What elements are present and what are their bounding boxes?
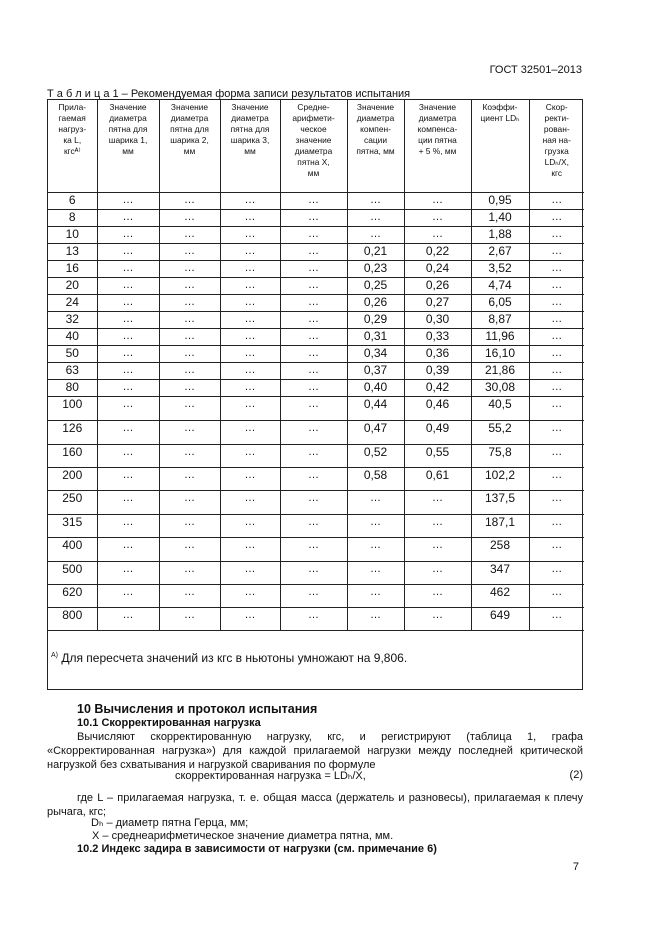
table-row xyxy=(48,421,584,445)
table-cell: 0,40 xyxy=(347,380,404,397)
table-cell: … xyxy=(159,515,220,538)
table-cell: … xyxy=(97,295,159,312)
table-row xyxy=(48,585,584,608)
table-cell: 0,29 xyxy=(347,312,404,329)
table-cell: … xyxy=(220,380,280,397)
table-cell: … xyxy=(280,538,347,562)
table-cell: 55,2 xyxy=(471,421,529,445)
table-cell: 0,44 xyxy=(347,397,404,421)
table-cell: … xyxy=(159,421,220,445)
section-title: 10 Вычисления и протокол испытания xyxy=(77,702,318,716)
table-cell: … xyxy=(159,608,220,631)
table-cell: … xyxy=(404,193,471,210)
table-cell: 620 xyxy=(48,585,97,608)
table-cell: 200 xyxy=(48,468,97,491)
table-cell: 258 xyxy=(471,538,529,562)
table-row xyxy=(48,445,584,468)
table-cell: … xyxy=(347,585,404,608)
table-cell: 315 xyxy=(48,515,97,538)
page-number: 7 xyxy=(572,861,579,873)
table-cell: 6,05 xyxy=(471,295,529,312)
table-cell: … xyxy=(529,515,584,538)
table-row xyxy=(48,329,584,346)
table-cell: … xyxy=(159,312,220,329)
table-row xyxy=(48,261,584,278)
table-row xyxy=(48,608,584,631)
formula-2: скорректированная нагрузка = LDₕ/X, xyxy=(175,770,366,782)
table-cell: … xyxy=(280,210,347,227)
table-cell: … xyxy=(529,397,584,421)
table-cell: … xyxy=(529,261,584,278)
table-cell: … xyxy=(97,363,159,380)
table-row xyxy=(48,491,584,515)
table-cell: … xyxy=(529,491,584,515)
table-cell: 0,26 xyxy=(404,278,471,295)
table-cell: … xyxy=(280,515,347,538)
results-table xyxy=(47,99,583,690)
table-cell: 102,2 xyxy=(471,468,529,491)
table-cell: … xyxy=(159,346,220,363)
table-cell: … xyxy=(159,397,220,421)
column-header: Значение диаметра пятна для шарика 1, мм xyxy=(97,100,159,193)
table-cell: 0,26 xyxy=(347,295,404,312)
table-cell: … xyxy=(347,562,404,585)
footnote-mark: А) xyxy=(51,652,58,659)
table-cell: … xyxy=(220,363,280,380)
table-cell: 24 xyxy=(48,295,97,312)
table-cell: … xyxy=(97,210,159,227)
column-header: Значение диаметра компенса- ции пятна + 5 %, мм xyxy=(404,100,471,193)
paragraph-10-1: Вычисляют скорректированную нагрузку, кгс, и регистрируют (таблица 1, графа «Скорректированная нагрузка») для каждой прилагаемой нагрузки между последней критической нагрузкой без схватывания и нагрузкой сваривания по формуле xyxy=(47,731,583,771)
table-cell: 0,47 xyxy=(347,421,404,445)
column-header: Значение диаметра пятна для шарика 3, мм xyxy=(220,100,280,193)
table-cell: … xyxy=(280,445,347,468)
table-cell: 0,58 xyxy=(347,468,404,491)
table-cell: … xyxy=(220,193,280,210)
table-cell: 0,23 xyxy=(347,261,404,278)
table-cell: 11,96 xyxy=(471,329,529,346)
table-cell: … xyxy=(529,538,584,562)
column-header: Значение диаметра компен- сации пятна, мм xyxy=(347,100,404,193)
table-cell: … xyxy=(280,363,347,380)
table-cell: … xyxy=(529,562,584,585)
table-cell: … xyxy=(347,227,404,244)
table-cell: … xyxy=(159,295,220,312)
table-cell: … xyxy=(159,193,220,210)
table-cell: 500 xyxy=(48,562,97,585)
table-cell: 2,67 xyxy=(471,244,529,261)
table-cell: 10 xyxy=(48,227,97,244)
table-cell: … xyxy=(159,363,220,380)
table-cell: … xyxy=(529,346,584,363)
definition-x: X – среднеарифметическое значение диаметра пятна, мм. xyxy=(92,830,394,842)
table-cell: … xyxy=(97,608,159,631)
footnote-text: Для пересчета значений из кгс в ньютоны умножают на 9,806. xyxy=(61,651,408,665)
table-cell: … xyxy=(97,421,159,445)
table-cell: 0,21 xyxy=(347,244,404,261)
table-cell: … xyxy=(404,608,471,631)
table-cell: … xyxy=(404,491,471,515)
table-cell: 1,40 xyxy=(471,210,529,227)
table-cell: … xyxy=(280,468,347,491)
table-cell: … xyxy=(347,491,404,515)
table-cell: 0,61 xyxy=(404,468,471,491)
table-cell: 649 xyxy=(471,608,529,631)
table-cell: … xyxy=(404,562,471,585)
table-cell: 16,10 xyxy=(471,346,529,363)
table-cell: 0,34 xyxy=(347,346,404,363)
table-cell: … xyxy=(97,329,159,346)
table-cell: 16 xyxy=(48,261,97,278)
table-cell: 0,30 xyxy=(404,312,471,329)
document-id: ГОСТ 32501–2013 xyxy=(489,64,582,76)
table-cell: 126 xyxy=(48,421,97,445)
table-cell: … xyxy=(97,585,159,608)
table-caption: Т а б л и ц а 1 – Рекомендуемая форма записи результатов испытания xyxy=(47,88,411,100)
table-cell: 0,37 xyxy=(347,363,404,380)
table-cell: … xyxy=(529,380,584,397)
table-cell: 250 xyxy=(48,491,97,515)
column-header: Средне- арифмети- ческое значение диаметра пятна X, мм xyxy=(280,100,347,193)
table-cell: … xyxy=(529,445,584,468)
table-cell: … xyxy=(220,538,280,562)
table-cell: 137,5 xyxy=(471,491,529,515)
table-cell: … xyxy=(97,278,159,295)
table-cell: … xyxy=(280,562,347,585)
table-cell: 21,86 xyxy=(471,363,529,380)
table-cell: … xyxy=(529,312,584,329)
table-cell: … xyxy=(220,295,280,312)
table-cell: … xyxy=(280,278,347,295)
table-cell: 800 xyxy=(48,608,97,631)
table-cell: … xyxy=(220,515,280,538)
table-cell: … xyxy=(529,244,584,261)
table-cell: 0,95 xyxy=(471,193,529,210)
table-cell: 462 xyxy=(471,585,529,608)
table-cell: … xyxy=(159,210,220,227)
table-cell: 0,55 xyxy=(404,445,471,468)
table-cell: … xyxy=(220,244,280,261)
table-row xyxy=(48,295,584,312)
table-cell: 0,33 xyxy=(404,329,471,346)
table-row xyxy=(48,538,584,562)
table-cell: 347 xyxy=(471,562,529,585)
table-cell: … xyxy=(529,227,584,244)
table-cell: … xyxy=(220,468,280,491)
table-cell: 0,25 xyxy=(347,278,404,295)
table-cell: … xyxy=(97,244,159,261)
table-cell: 1,88 xyxy=(471,227,529,244)
table-cell: … xyxy=(220,346,280,363)
table-cell: … xyxy=(159,445,220,468)
table-cell: … xyxy=(529,329,584,346)
table-cell: 0,31 xyxy=(347,329,404,346)
table-cell: … xyxy=(97,380,159,397)
table-cell: … xyxy=(529,295,584,312)
table-cell: … xyxy=(220,210,280,227)
table-cell: … xyxy=(159,491,220,515)
table-cell: 40,5 xyxy=(471,397,529,421)
table-cell: … xyxy=(159,227,220,244)
table-cell: … xyxy=(529,210,584,227)
definition-dh: Dₕ – диаметр пятна Герца, мм; xyxy=(91,817,249,829)
column-header: Прила- гаемая нагруз- ка L, кгсᴬ⁾ xyxy=(48,100,97,193)
table-cell: 400 xyxy=(48,538,97,562)
table-cell: … xyxy=(159,562,220,585)
table-cell: … xyxy=(347,538,404,562)
table-row xyxy=(48,227,584,244)
table-cell: 20 xyxy=(48,278,97,295)
table-cell: 8,87 xyxy=(471,312,529,329)
table-cell: … xyxy=(347,608,404,631)
table-row xyxy=(48,210,584,227)
table-cell: … xyxy=(97,491,159,515)
table-row xyxy=(48,193,584,210)
table-cell: 63 xyxy=(48,363,97,380)
table-cell: … xyxy=(97,538,159,562)
table-cell: 40 xyxy=(48,329,97,346)
table-cell: … xyxy=(529,468,584,491)
table-cell: 187,1 xyxy=(471,515,529,538)
table-row xyxy=(48,397,584,421)
table-cell: … xyxy=(529,193,584,210)
table-cell: … xyxy=(404,227,471,244)
table-cell: … xyxy=(159,244,220,261)
table-cell: … xyxy=(97,261,159,278)
table-cell: … xyxy=(220,278,280,295)
table-footnote xyxy=(47,651,583,665)
table-cell: 13 xyxy=(48,244,97,261)
table-cell: 75,8 xyxy=(471,445,529,468)
table-cell: … xyxy=(220,312,280,329)
table-header-row xyxy=(48,100,584,193)
table-cell: … xyxy=(220,261,280,278)
subsection-title-10-2: 10.2 Индекс задира в зависимости от нагрузки (см. примечание 6) xyxy=(77,843,437,855)
table-cell: 0,49 xyxy=(404,421,471,445)
table-cell: … xyxy=(404,538,471,562)
table-cell: … xyxy=(220,227,280,244)
table-cell: … xyxy=(529,278,584,295)
table-cell: … xyxy=(97,227,159,244)
table-cell: 0,52 xyxy=(347,445,404,468)
table-cell: … xyxy=(220,329,280,346)
table-cell: 80 xyxy=(48,380,97,397)
table-row xyxy=(48,468,584,491)
table-cell: … xyxy=(159,380,220,397)
table-cell: 160 xyxy=(48,445,97,468)
table-cell: … xyxy=(159,261,220,278)
table-cell: … xyxy=(280,608,347,631)
table-cell: … xyxy=(280,312,347,329)
table-row xyxy=(48,346,584,363)
table-row xyxy=(48,515,584,538)
table-cell: … xyxy=(404,515,471,538)
table-cell: 0,46 xyxy=(404,397,471,421)
table-cell: … xyxy=(529,421,584,445)
table-cell: … xyxy=(159,585,220,608)
table-cell: … xyxy=(529,363,584,380)
table-cell: … xyxy=(220,445,280,468)
table-cell: … xyxy=(159,468,220,491)
table-cell: … xyxy=(159,278,220,295)
table-cell: … xyxy=(404,585,471,608)
table-row xyxy=(48,244,584,261)
table-cell: … xyxy=(280,329,347,346)
table-cell: … xyxy=(347,515,404,538)
table-cell: 0,39 xyxy=(404,363,471,380)
table-row xyxy=(48,380,584,397)
table-cell: … xyxy=(280,261,347,278)
table-cell: … xyxy=(404,210,471,227)
table-cell: … xyxy=(159,538,220,562)
table-cell: … xyxy=(97,562,159,585)
table-row xyxy=(48,278,584,295)
table-cell: 3,52 xyxy=(471,261,529,278)
table-cell: … xyxy=(529,608,584,631)
table-cell: 0,22 xyxy=(404,244,471,261)
table-cell: … xyxy=(220,421,280,445)
table-cell: … xyxy=(280,491,347,515)
table-cell: … xyxy=(347,210,404,227)
table-cell: … xyxy=(97,346,159,363)
table-cell: … xyxy=(97,193,159,210)
table-cell: … xyxy=(97,515,159,538)
equation-number: (2) xyxy=(569,769,583,781)
table-cell: … xyxy=(220,608,280,631)
table-cell: … xyxy=(280,421,347,445)
table-cell: … xyxy=(97,445,159,468)
table-cell: … xyxy=(280,585,347,608)
table-cell: … xyxy=(97,397,159,421)
table-cell: … xyxy=(97,312,159,329)
column-header: Значение диаметра пятна для шарика 2, мм xyxy=(159,100,220,193)
table-cell: … xyxy=(220,585,280,608)
table-cell: 100 xyxy=(48,397,97,421)
table-cell: 4,74 xyxy=(471,278,529,295)
column-header: Коэффи- циент LDₕ xyxy=(471,100,529,193)
table-cell: 0,27 xyxy=(404,295,471,312)
column-header: Скор- ректи- рован- ная на- грузка LDₕ/X, кгс xyxy=(529,100,584,193)
table-row xyxy=(48,363,584,380)
table-cell: … xyxy=(280,244,347,261)
table-cell: … xyxy=(280,346,347,363)
table-cell: 0,36 xyxy=(404,346,471,363)
table-cell: 8 xyxy=(48,210,97,227)
table-cell: … xyxy=(280,193,347,210)
subsection-title-10-1: 10.1 Скорректированная нагрузка xyxy=(77,717,261,729)
table-cell: 50 xyxy=(48,346,97,363)
table-cell: 30,08 xyxy=(471,380,529,397)
table-cell: … xyxy=(347,193,404,210)
where-clause: где L – прилагаемая нагрузка, т. е. общая масса (держатель и разновесы), прилагаемая к плечу рычага, кгс; xyxy=(47,792,583,818)
table-cell: … xyxy=(220,397,280,421)
table-row xyxy=(48,562,584,585)
table-cell: 0,42 xyxy=(404,380,471,397)
table-cell: 0,24 xyxy=(404,261,471,278)
table-cell: … xyxy=(529,585,584,608)
table-cell: … xyxy=(280,295,347,312)
table-cell: … xyxy=(97,468,159,491)
table-cell: 6 xyxy=(48,193,97,210)
table-cell: … xyxy=(220,562,280,585)
table-cell: … xyxy=(280,227,347,244)
table-cell: … xyxy=(159,329,220,346)
table-cell: … xyxy=(280,397,347,421)
table-row xyxy=(48,312,584,329)
table-cell: … xyxy=(220,491,280,515)
table-cell: … xyxy=(280,380,347,397)
table-cell: 32 xyxy=(48,312,97,329)
